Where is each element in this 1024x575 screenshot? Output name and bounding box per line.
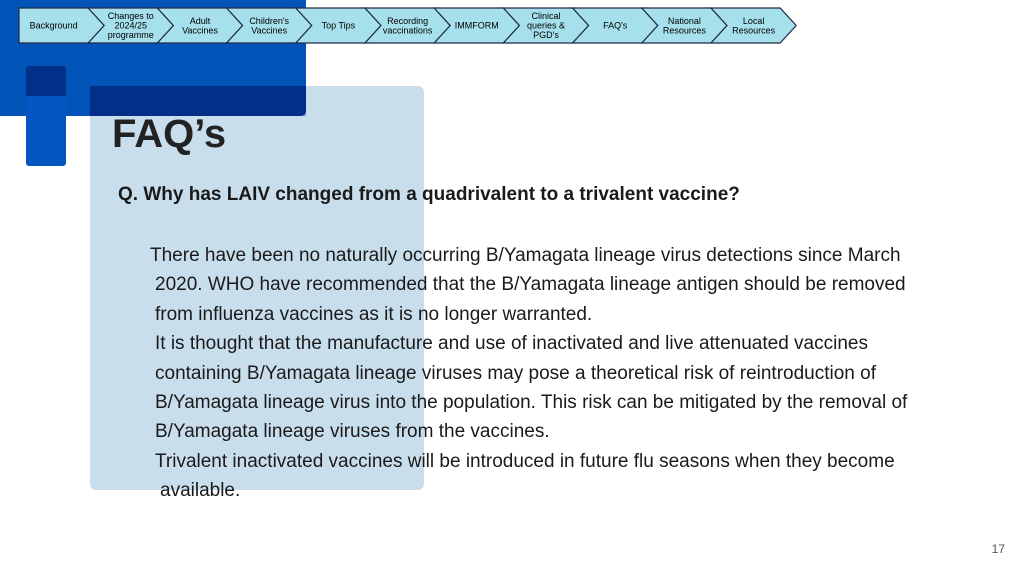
nav-tab-label: National xyxy=(667,15,701,26)
nav-tab-label: Vaccines xyxy=(251,25,288,36)
nav-tab-label: vaccinations xyxy=(382,25,433,36)
answer-line: It is thought that the manufacture and use of inactivated and live attenuated vaccines xyxy=(155,333,868,355)
nav-tab-label: PGD's xyxy=(533,30,559,41)
nav-tab-label: 2024/25 xyxy=(114,20,148,31)
left-accent-bar-dark xyxy=(26,66,66,96)
nav-tab-label: Adult xyxy=(189,15,211,26)
faq-answer xyxy=(150,241,950,506)
answer-line: available. xyxy=(160,480,241,502)
answer-line: 2020. WHO have recommended that the B/Yamagata lineage antigen should be removed xyxy=(155,274,906,296)
page-number: 17 xyxy=(991,542,1005,556)
nav-tab-label: Children's xyxy=(249,15,290,26)
nav-tab-label: IMMFORM xyxy=(454,20,499,31)
page-title: FAQ’s xyxy=(112,112,227,156)
answer-line: Trivalent inactivated vaccines will be introduced in future flu seasons when they become xyxy=(155,450,895,472)
nav-tab-label: Recording xyxy=(387,15,429,26)
faq-question: Q. Why has LAIV changed from a quadrivalent to a trivalent vaccine? xyxy=(118,184,740,205)
answer-line: containing B/Yamagata lineage viruses may pose a theoretical risk of reintroduction of xyxy=(155,362,876,384)
nav-tab-label: Vaccines xyxy=(182,25,218,36)
nav-tab-label: programme xyxy=(107,30,154,41)
answer-line: There have been no naturally occurring B/Yamagata lineage virus detections since March xyxy=(150,245,901,266)
nav-tab-label: Top Tips xyxy=(321,20,356,31)
nav-tab-label: FAQ's xyxy=(603,20,628,31)
nav-tab-label: Background xyxy=(29,20,78,31)
nav-tab-label: Resources xyxy=(732,25,776,36)
nav-tab-label: Resources xyxy=(662,25,706,36)
answer-line: B/Yamagata lineage viruses from the vaccines. xyxy=(155,421,550,443)
nav-tab-label: Clinical xyxy=(531,11,561,22)
answer-line: B/Yamagata lineage virus into the population. This risk can be mitigated by the removal of xyxy=(155,392,908,414)
answer-line: from influenza vaccines as it is no longer warranted. xyxy=(155,303,593,325)
nav-tab[interactable] xyxy=(19,8,104,43)
nav-tab-label: Local xyxy=(742,15,765,26)
nav-tab-label: Changes to xyxy=(107,11,154,22)
navigation-bar xyxy=(0,0,1024,50)
nav-tab-label: queries & xyxy=(526,20,566,31)
